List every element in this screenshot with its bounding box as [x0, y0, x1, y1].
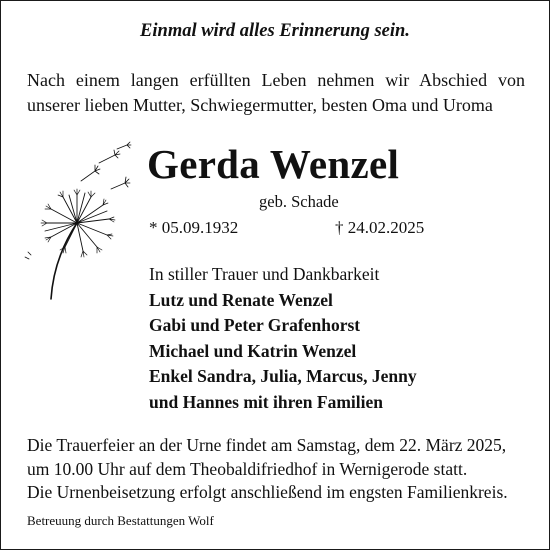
- ceremony-line: um 10.00 Uhr auf dem Theobaldifriedhof in Wernigerode statt.: [27, 458, 468, 479]
- mourner-line: Enkel Sandra, Julia, Marcus, Jenny: [149, 366, 417, 386]
- birth-date: * 05.09.1932: [149, 218, 239, 237]
- mourners-intro: In stiller Trauer und Dankbarkeit: [149, 264, 380, 284]
- mourner-line: und Hannes mit ihren Familien: [149, 391, 384, 412]
- mourner-line: Lutz und Renate Wenzel: [149, 289, 333, 310]
- ceremony-line: Die Trauerfeier an der Urne findet am Samstag, dem 22. März 2025,: [27, 435, 507, 455]
- motto: Einmal wird alles Erinnerung sein.: [140, 21, 410, 41]
- mourners-list: [149, 262, 417, 415]
- mourner-line: Michael und Katrin Wenzel: [149, 340, 357, 361]
- undertaker-credit: Betreuung durch Bestattungen Wolf: [27, 513, 214, 528]
- birth-name: geb. Schade: [259, 192, 339, 211]
- dandelion-icon: [21, 139, 141, 309]
- death-date: † 24.02.2025: [335, 218, 425, 237]
- mourner-line: Gabi und Peter Grafenhorst: [149, 315, 361, 335]
- deceased-name: Gerda Wenzel: [147, 141, 400, 187]
- intro-text: Nach einem langen erfüllten Leben nehmen wir Abschied von unserer lieben Mutter, Schwiegermutter, besten Oma und Uroma: [27, 70, 525, 115]
- ceremony-info: [27, 434, 525, 505]
- ceremony-line: Die Urnenbeisetzung erfolgt anschließend im engsten Familienkreis.: [27, 482, 508, 502]
